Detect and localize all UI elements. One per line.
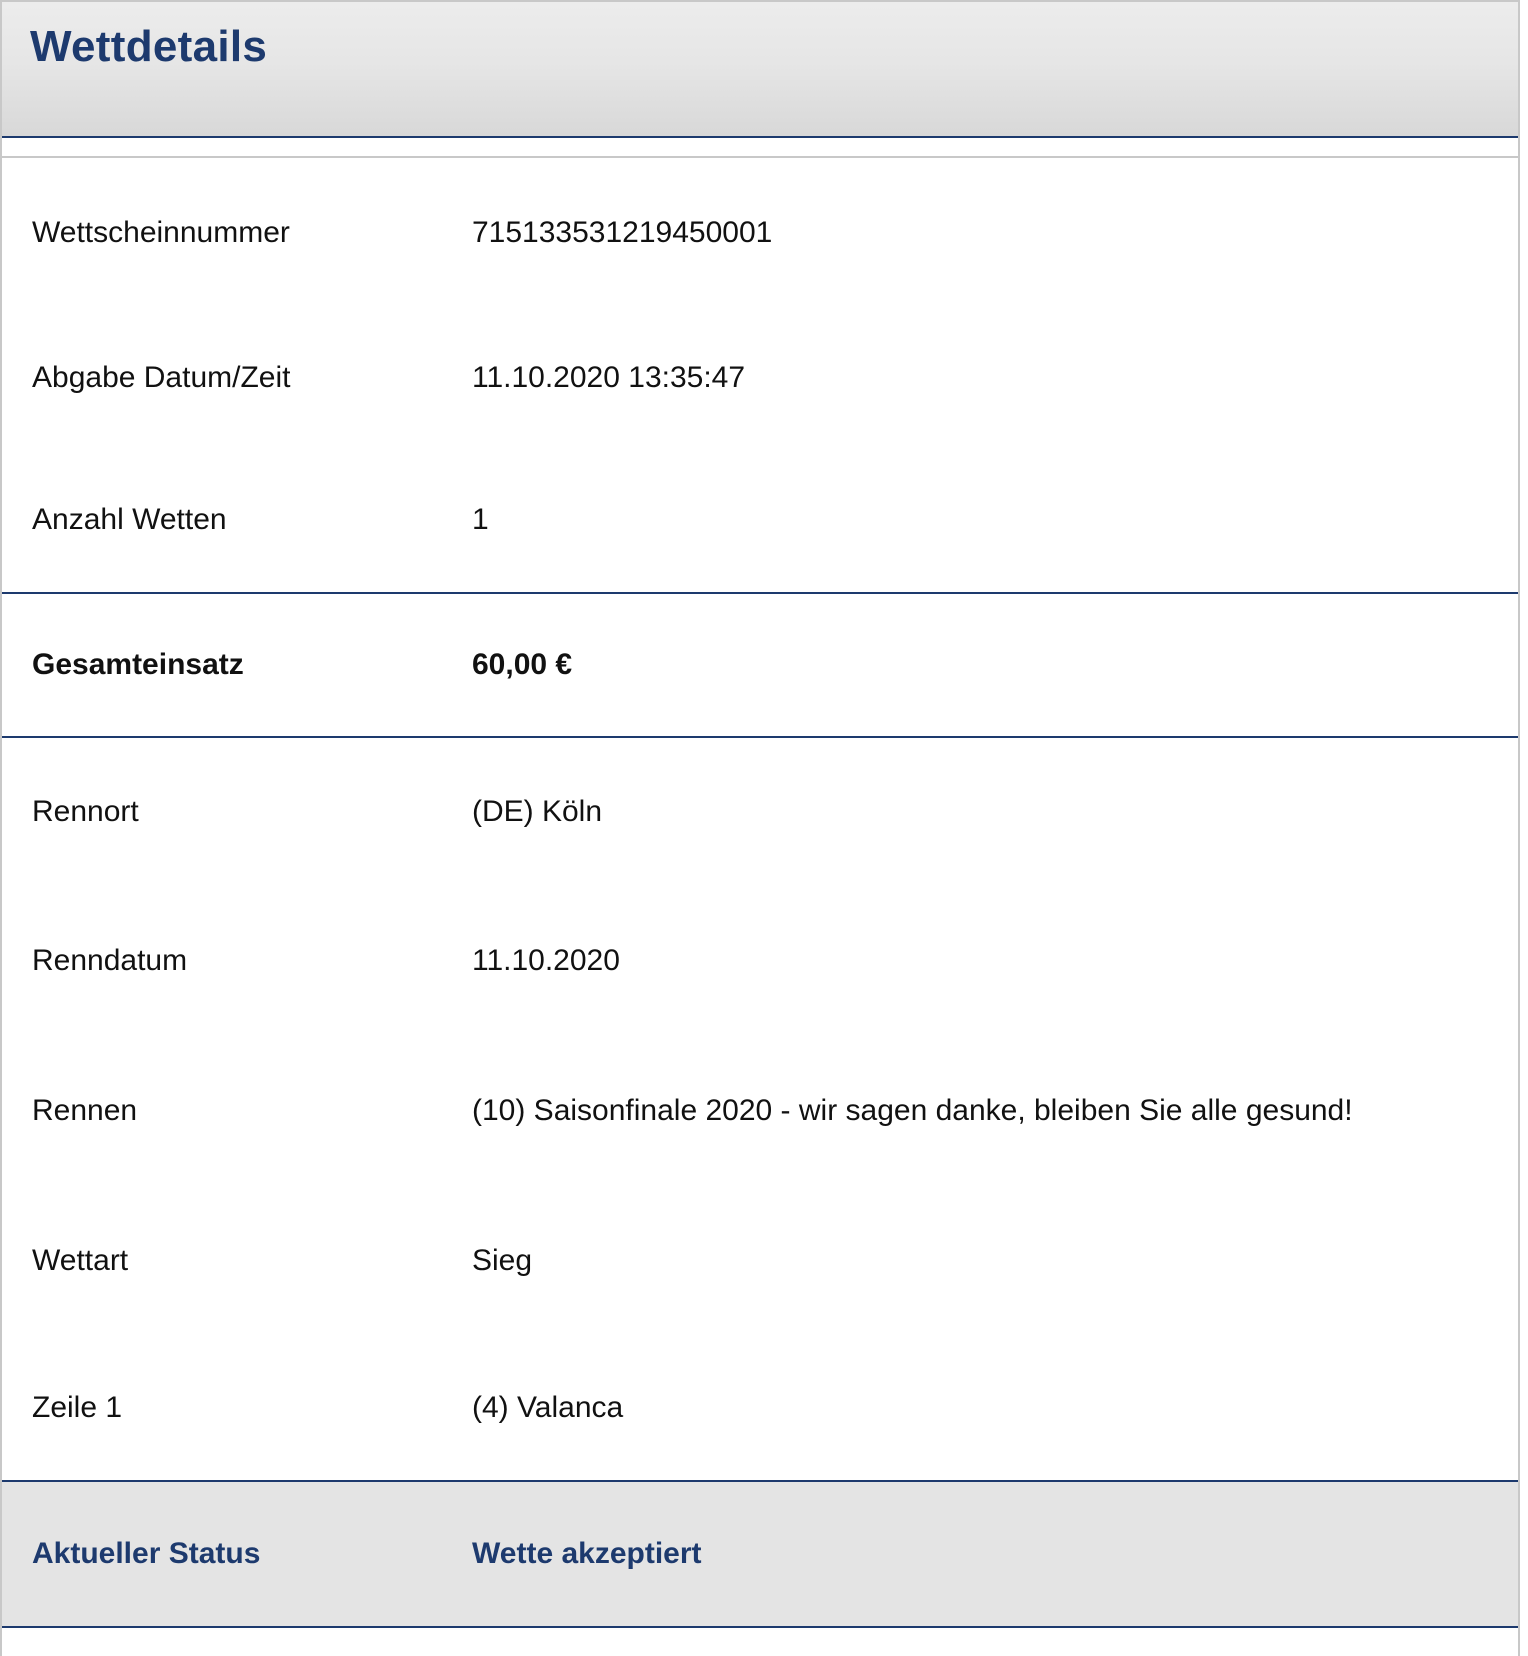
page-header [2, 0, 1518, 138]
submission-datetime-value: 11.10.2020 13:35:47 [472, 361, 746, 394]
row-race-venue [2, 738, 1518, 886]
status-label: Aktueller Status [32, 1537, 261, 1570]
bet-details-content [2, 156, 1518, 1628]
row-line-1 [2, 1336, 1518, 1480]
race-date-value: 11.10.2020 [472, 944, 620, 977]
row-race-name [2, 1036, 1518, 1186]
page-title: Wettdetails [30, 22, 268, 71]
row-ticket-number [2, 158, 1518, 308]
bet-count-label: Anzahl Wetten [32, 503, 227, 536]
race-section [2, 738, 1518, 1482]
bet-type-label: Wettart [32, 1244, 129, 1277]
row-submission-datetime [2, 308, 1518, 448]
line-1-label: Zeile 1 [32, 1391, 123, 1424]
race-date-label: Renndatum [32, 944, 188, 977]
row-race-date [2, 886, 1518, 1036]
total-stake-value: 60,00 € [472, 648, 573, 681]
race-venue-label: Rennort [32, 795, 139, 828]
ticket-number-value: 715133531219450001 [472, 216, 773, 249]
status-row [2, 1482, 1518, 1628]
race-name-label: Rennen [32, 1094, 138, 1127]
row-total-stake [2, 594, 1518, 736]
line-1-value: (4) Valanca [472, 1391, 624, 1424]
bet-type-value: Sieg [472, 1244, 533, 1277]
race-name-value: (10) Saisonfinale 2020 - wir sagen danke, bleiben Sie alle gesund! [472, 1094, 1353, 1127]
row-bet-type [2, 1186, 1518, 1336]
row-bet-count [2, 448, 1518, 592]
ticket-section [2, 158, 1518, 594]
submission-datetime-label: Abgabe Datum/Zeit [32, 361, 291, 394]
stake-section [2, 594, 1518, 738]
bet-count-value: 1 [472, 503, 489, 536]
status-badge: Wette akzeptiert [472, 1537, 702, 1570]
total-stake-label: Gesamteinsatz [32, 648, 244, 681]
race-venue-value: (DE) Köln [472, 795, 603, 828]
ticket-number-label: Wettscheinnummer [32, 216, 290, 249]
